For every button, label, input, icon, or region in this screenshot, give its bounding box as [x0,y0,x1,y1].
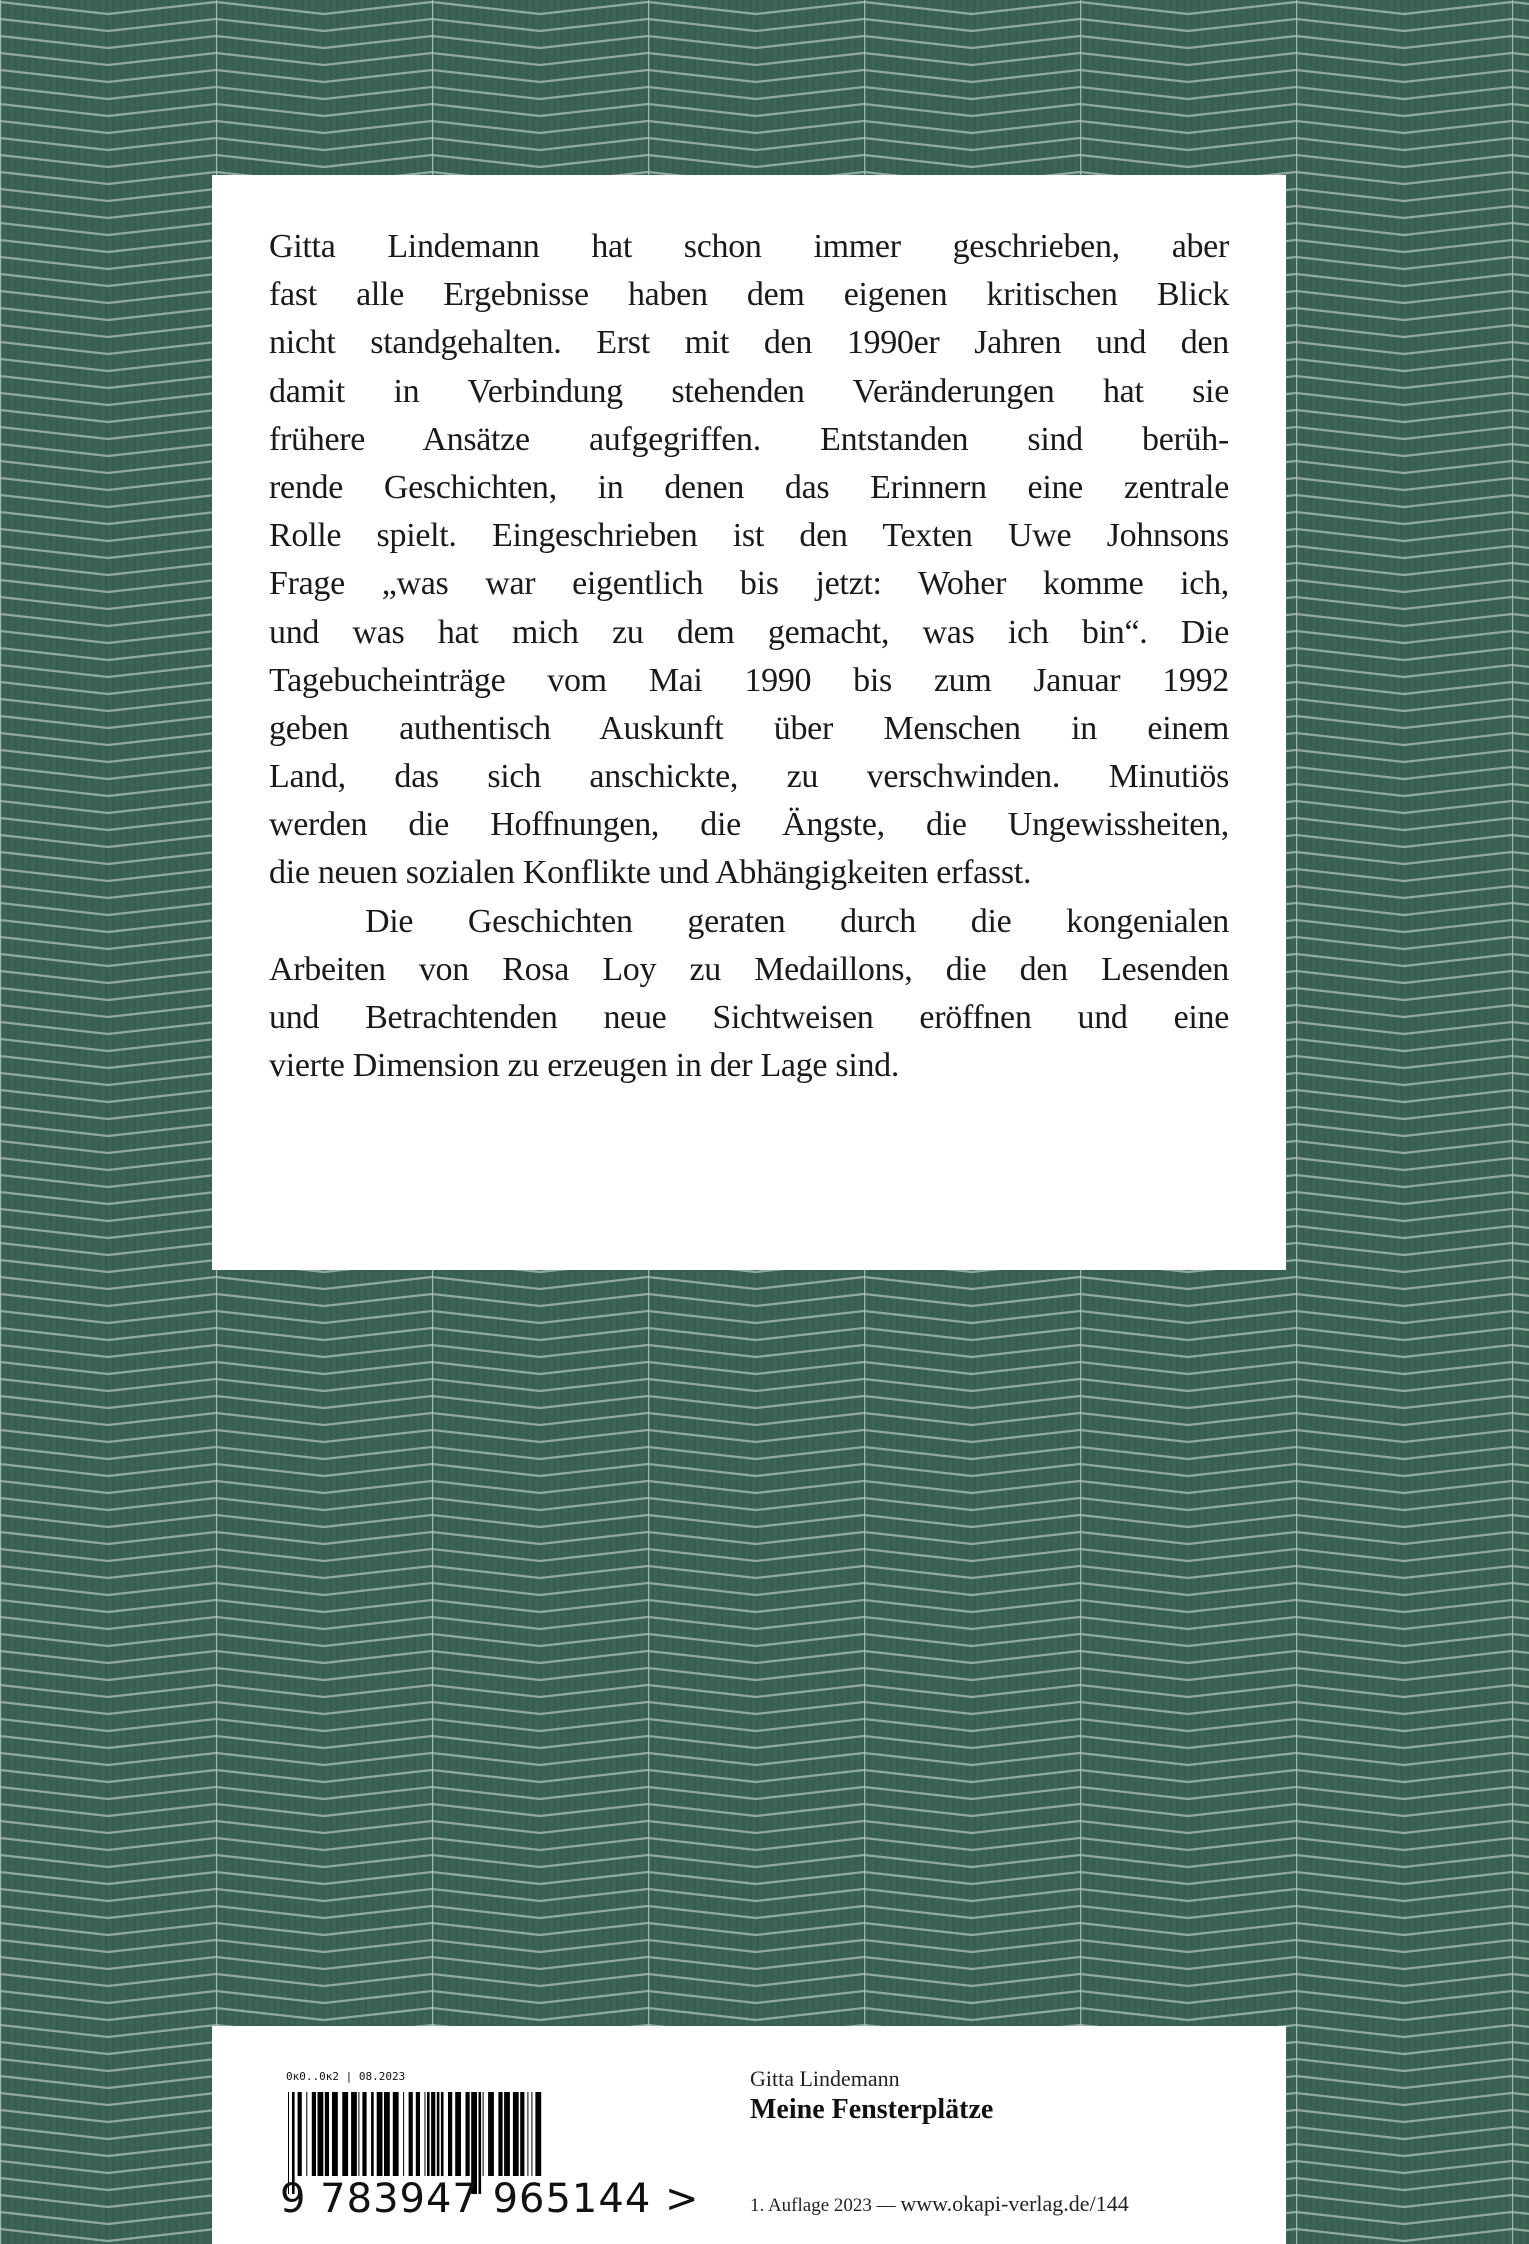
text-line: Arbeiten von Rosa Loy zu Medaillons, die den Lesenden [269,950,1229,988]
barcode-bar [393,2092,399,2176]
barcode-bar [312,2092,316,2176]
barcode-bar [342,2092,348,2176]
barcode-bar [371,2092,374,2176]
barcode-bar [448,2092,452,2176]
edition-text: 1. Auflage 2023 — [750,2195,896,2216]
text-line: und was hat mich zu dem gemacht, was ich bin“. Die [269,613,1229,651]
barcode-bar [325,2092,329,2176]
text-line: Land, das sich anschickte, zu verschwinden. Minutiös [269,758,1229,796]
barcode-bar [504,2092,510,2176]
barcode-bar [535,2092,541,2176]
code-line: 0к0..0к2 | 08.2023 [286,2070,406,2083]
barcode-bar [351,2092,357,2176]
imprint-panel [212,2026,1286,2244]
barcode-bar [488,2092,494,2176]
text-line: vierte Dimension zu erzeugen in der Lage sind. [269,1047,900,1085]
text-line: geben authentisch Auskunft über Menschen in einem [269,709,1229,747]
text-line: Tagebucheinträge vom Mai 1990 bis zum Januar 1992 [269,661,1229,699]
text-line: rende Geschichten, in denen das Erinnern eine zentrale [269,468,1229,506]
text-line: fast alle Ergebnisse haben dem eigenen kritischen Blick [269,276,1229,314]
author-name: Gitta Lindemann [750,2066,900,2091]
isbn-digits: 9 783947 965144 > [280,2176,700,2222]
text-line: Die Geschichten geraten durch die kongenialen [365,902,1229,940]
text-line: und Betrachtenden neue Sichtweisen eröffnen und eine [269,999,1229,1036]
barcode-bar [498,2092,502,2176]
text-line: damit in Verbindung stehenden Veränderungen hat sie [269,372,1229,410]
barcode-bar [306,2092,307,2176]
barcode-bar [362,2092,366,2176]
barcode-bar [425,2092,426,2176]
barcode-bar [455,2092,461,2176]
barcode-bar [332,2092,338,2176]
barcode-bar [298,2092,302,2176]
barcode-bar [527,2092,528,2176]
barcode-bar [403,2092,404,2176]
barcode-bar [466,2092,470,2176]
text-line: Frage „was war eigentlich bis jetzt: Woher komme ich, [269,565,1229,603]
text-line: werden die Hoffnungen, die Ängste, die Ungewissheiten, [269,806,1229,844]
edition-line [750,2191,1129,2217]
text-line: Gitta Lindemann hat schon immer geschrieben, aber [269,228,1229,265]
barcode-bar [384,2092,390,2176]
barcode-bar [431,2092,435,2176]
barcode-bar [416,2092,420,2176]
blurb-text [269,223,1229,1090]
text-line: frühere Ansätze aufgegriffen. Entstanden sind berüh- [269,420,1229,458]
blurb-panel [212,175,1286,1270]
barcode-bar [513,2092,519,2176]
barcode-bar [358,2092,359,2176]
book-title: Meine Fensterplätze [750,2094,994,2125]
barcode-bar [531,2092,532,2176]
text-line: nicht standgehalten. Erst mit den 1990er Jahren und den [269,324,1229,362]
barcode-bar [441,2092,444,2176]
barcode-bar [437,2092,440,2176]
barcode-bar [318,2092,324,2176]
barcode-bar [483,2092,484,2176]
barcode-bar [520,2092,524,2176]
barcode-bar [409,2092,413,2176]
barcode-bar [377,2092,383,2176]
barcode-bar [427,2092,430,2176]
text-line: Rolle spielt. Eingeschrieben ist den Texten Uwe Johnsons [269,517,1229,555]
text-line: die neuen sozialen Konflikte und Abhängigkeiten erfasst. [269,854,1032,892]
publisher-url[interactable]: www.okapi-verlag.de/144 [900,2191,1129,2216]
